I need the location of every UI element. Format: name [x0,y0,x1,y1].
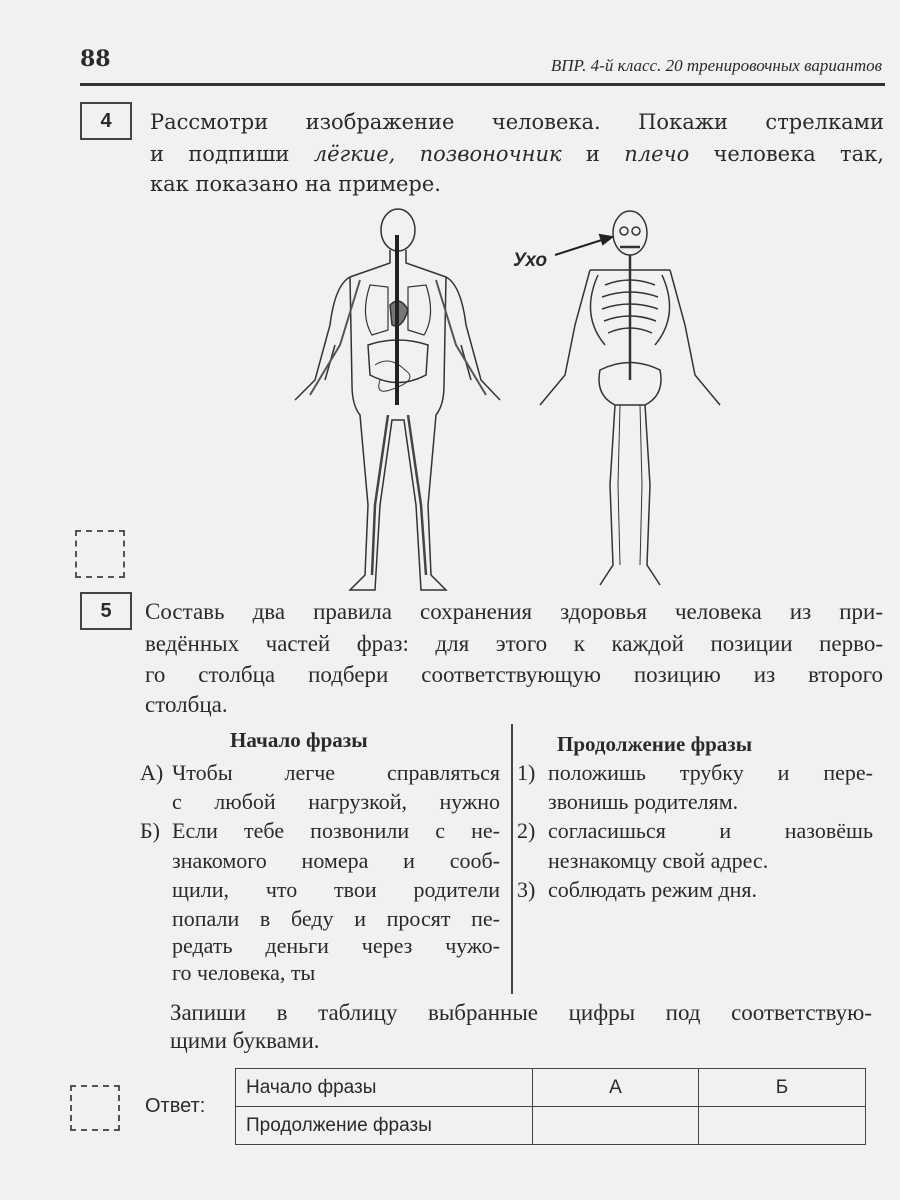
left-item-b-line: знакомого номера и сооб- [172,848,500,873]
right-item-3-line: соблюдать режим дня. [548,877,757,902]
left-item-b-line: попали в беду и просят пе- [172,906,500,931]
answer-table [235,1068,866,1145]
right-column-header: Продолжение фразы [557,732,753,756]
table-row [236,1107,866,1145]
right-item-2-line: согласишься и назовёшь [548,818,873,843]
text: и подпиши [150,142,314,166]
left-item-b-marker: Б) [140,818,160,843]
row-header: Начало фразы [236,1069,533,1107]
task-4-line-2 [150,142,884,166]
right-item-3-marker: 3) [517,877,536,902]
left-column-header: Начало фразы [230,728,368,752]
task-5-line-4: столбца. [145,692,228,717]
task-5-line-2: ведённых частей фраз: для этого к каждой позиции перво- [145,631,883,656]
term-lungs-spine: лёгкие, позвоночник [313,142,562,166]
left-item-b-line: Если тебе позвонили с не- [172,818,500,843]
left-item-a-marker: А) [140,760,164,785]
left-item-a-line: с любой нагрузкой, нужно [172,789,500,814]
running-title: ВПР. 4-й класс. 20 тренировочных вариантов [550,56,882,75]
text: и [561,142,625,166]
task-4-line-1: Рассмотри изображение человека. Покажи стрелками [150,110,884,134]
column-a-header: А [533,1069,699,1107]
column-divider [511,724,513,994]
task-5-score-box [70,1085,120,1131]
right-item-2-line: незнакомцу свой адрес. [548,848,769,873]
instruction-line-1: Запиши в таблицу выбранные цифры под соответствую- [170,1000,872,1025]
right-item-1-marker: 1) [517,760,536,785]
answer-cell-b[interactable] [699,1107,866,1145]
term-shoulder: плечо [624,142,690,166]
task-4-score-box [75,530,125,578]
task-5-line-3: го столбца подбери соответствующую позицию из второго [145,662,883,687]
right-item-1-line: положишь трубку и пере- [548,760,873,785]
left-item-b-line: редать деньги через чужо- [172,933,500,958]
task-4-number: 4 [80,102,132,140]
answer-label: Ответ: [145,1095,206,1117]
task-5-line-1: Составь два правила сохранения здоровья человека из при- [145,599,883,624]
instruction-line-2: щими буквами. [170,1028,320,1053]
answer-cell-a[interactable] [533,1107,699,1145]
task-5-number: 5 [80,592,132,630]
column-b-header: Б [699,1069,866,1107]
header-rule [80,83,885,86]
right-item-2-marker: 2) [517,818,536,843]
left-item-b-line: щили, что твои родители [172,877,500,902]
page-number: 88 [80,46,111,72]
circulatory-organs-figure [295,209,500,590]
skeleton-figure [540,211,720,585]
left-item-b-line: го человека, ты [172,960,316,985]
table-row [236,1069,866,1107]
ear-example-arrow [555,235,612,255]
ear-example-label: Ухо [513,250,548,271]
row-header: Продолжение фразы [236,1107,533,1145]
task-4-line-3: как показано на примере. [150,172,441,196]
text: человека так, [689,142,884,166]
left-item-a-line: Чтобы легче справляться [172,760,500,785]
right-item-1-line: звонишь родителям. [548,789,739,814]
